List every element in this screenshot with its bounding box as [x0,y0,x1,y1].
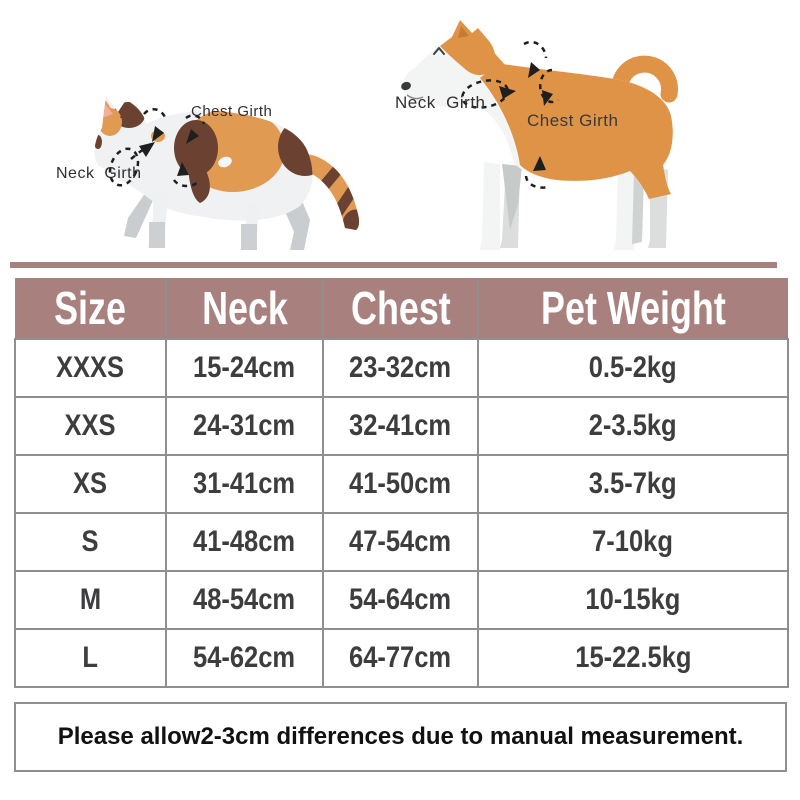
cell-chest: 41-50cm [323,455,478,513]
table-row-s [15,513,788,571]
col-header-size: Size [15,278,166,339]
dog-neck-girth-label: Neck Girth [395,93,486,112]
cat-chest-girth-label: Chest Girth [191,103,273,120]
cell-neck: 15-24cm [166,339,323,397]
table-row-xxxs [15,339,788,397]
cell-weight: 0.5-2kg [478,339,788,397]
cell-neck: 48-54cm [166,571,323,629]
table-row-m [15,571,788,629]
dog-chest-girth-label: Chest Girth [527,111,619,130]
cat-front-paw [149,222,165,248]
cat-rear-paw [241,224,257,250]
dog-front-leg [480,162,500,250]
cell-neck: 41-48cm [166,513,323,571]
cell-weight: 3.5-7kg [478,455,788,513]
cat-illustration [28,70,373,255]
dog-illustration [382,14,712,254]
col-header-chest: Chest [323,278,478,339]
col-header-neck: Neck [166,278,323,339]
cell-size: L [15,629,166,687]
cell-size: XS [15,455,166,513]
measurement-note-text: Please allow2-3cm differences due to manual measurement. [57,723,744,750]
col-header-pet-weight: Pet Weight [478,278,788,339]
cell-weight: 2-3.5kg [478,397,788,455]
table-row-l [15,629,788,687]
cell-neck: 24-31cm [166,397,323,455]
cell-weight: 7-10kg [478,513,788,571]
table-row-xs [15,455,788,513]
cell-chest: 64-77cm [323,629,478,687]
cell-weight: 15-22.5kg [478,629,788,687]
cell-weight: 10-15kg [478,571,788,629]
cell-chest: 47-54cm [323,513,478,571]
measurement-note [14,702,787,772]
cell-chest: 23-32cm [323,339,478,397]
table-row-xxs [15,397,788,455]
cell-neck: 31-41cm [166,455,323,513]
cell-size: M [15,571,166,629]
cell-size: XXXS [15,339,166,397]
header-top-strip [10,262,777,268]
cell-size: XXS [15,397,166,455]
size-table [14,278,789,688]
cell-size: S [15,513,166,571]
cat-neck-girth-label: Neck Girth [56,165,142,182]
cell-chest: 32-41cm [323,397,478,455]
table-header-row [15,278,788,339]
cell-chest: 54-64cm [323,571,478,629]
cell-neck: 54-62cm [166,629,323,687]
